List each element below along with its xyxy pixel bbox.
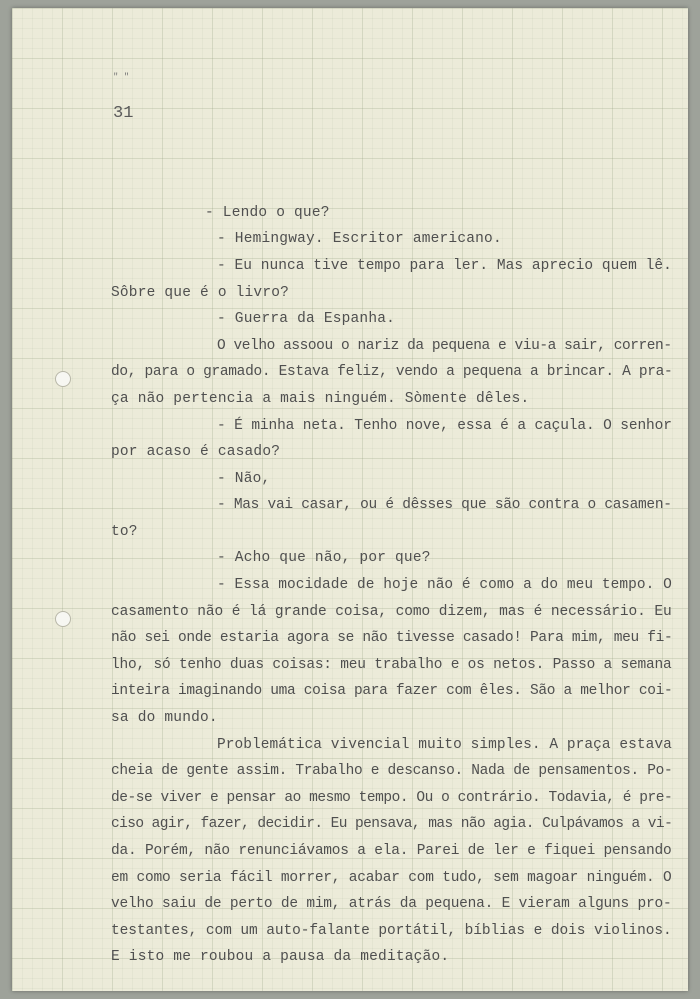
- text-line: - Não,: [217, 471, 271, 487]
- page-mark: " ": [113, 72, 130, 82]
- text-line: - É minha neta. Tenho nove, essa é a caçula. O senhor: [217, 418, 672, 434]
- text-line: lho, só tenho duas coisas: meu trabalho e os netos. Passo a semana: [111, 657, 672, 673]
- text-line: E isto me roubou a pausa da meditação.: [111, 949, 450, 965]
- text-line: Sôbre que é o livro?: [111, 285, 290, 301]
- page-number: 31: [113, 104, 134, 123]
- text-line: por acaso é casado?: [111, 444, 281, 460]
- text-line: casamento não é lá grande coisa, como dizem, mas é necessário. Eu: [111, 604, 672, 620]
- text-line: inteira imaginando uma coisa para fazer com êles. São a melhor coi-: [111, 683, 673, 699]
- text-line: ciso agir, fazer, decidir. Eu pensava, mas não agia. Culpávamos a vi-: [111, 816, 673, 832]
- text-line: - Eu nunca tive tempo para ler. Mas aprecio quem lê.: [217, 258, 672, 274]
- text-line: - Hemingway. Escritor americano.: [217, 231, 502, 247]
- text-line: Problemática vivencial muito simples. A praça estava: [217, 737, 672, 753]
- punch-hole: [55, 611, 71, 627]
- text-line: to?: [111, 524, 138, 540]
- text-line: - Mas vai casar, ou é dêsses que são contra o casamen-: [217, 497, 672, 513]
- text-line: da. Porém, não renunciávamos a ela. Parei de ler e fiquei pensando: [111, 843, 672, 859]
- text-line: cheia de gente assim. Trabalho e descanso. Nada de pensamentos. Po-: [111, 763, 673, 779]
- text-line: - Guerra da Espanha.: [217, 311, 396, 327]
- text-line: - Essa mocidade de hoje não é como a do meu tempo. O: [217, 577, 672, 593]
- text-line: não sei onde estaria agora se não tivesse casado! Para mim, meu fi-: [111, 630, 673, 646]
- text-line: ça não pertencia a mais ninguém. Sòmente dêles.: [111, 391, 530, 407]
- text-line: - Acho que não, por que?: [217, 550, 431, 566]
- punch-hole: [55, 371, 71, 387]
- text-line: velho saiu de perto de mim, atrás da pequena. E vieram alguns pro-: [111, 896, 672, 912]
- text-line: em como seria fácil morrer, acabar com tudo, sem magoar ninguém. O: [111, 870, 672, 886]
- text-line: - Lendo o que?: [205, 205, 330, 221]
- text-line: de-se viver e pensar ao mesmo tempo. Ou o contrário. Todavia, é pre-: [111, 790, 673, 806]
- text-line: sa do mundo.: [111, 710, 218, 726]
- text-line: testantes, com um auto-falante portátil, bíblias e dois violinos.: [111, 923, 672, 939]
- typewritten-page: [12, 8, 688, 991]
- text-line: do, para o gramado. Estava feliz, vendo a pequena a brincar. A pra-: [111, 364, 673, 380]
- text-line: O velho assoou o nariz da pequena e viu-a sair, corren-: [217, 338, 672, 354]
